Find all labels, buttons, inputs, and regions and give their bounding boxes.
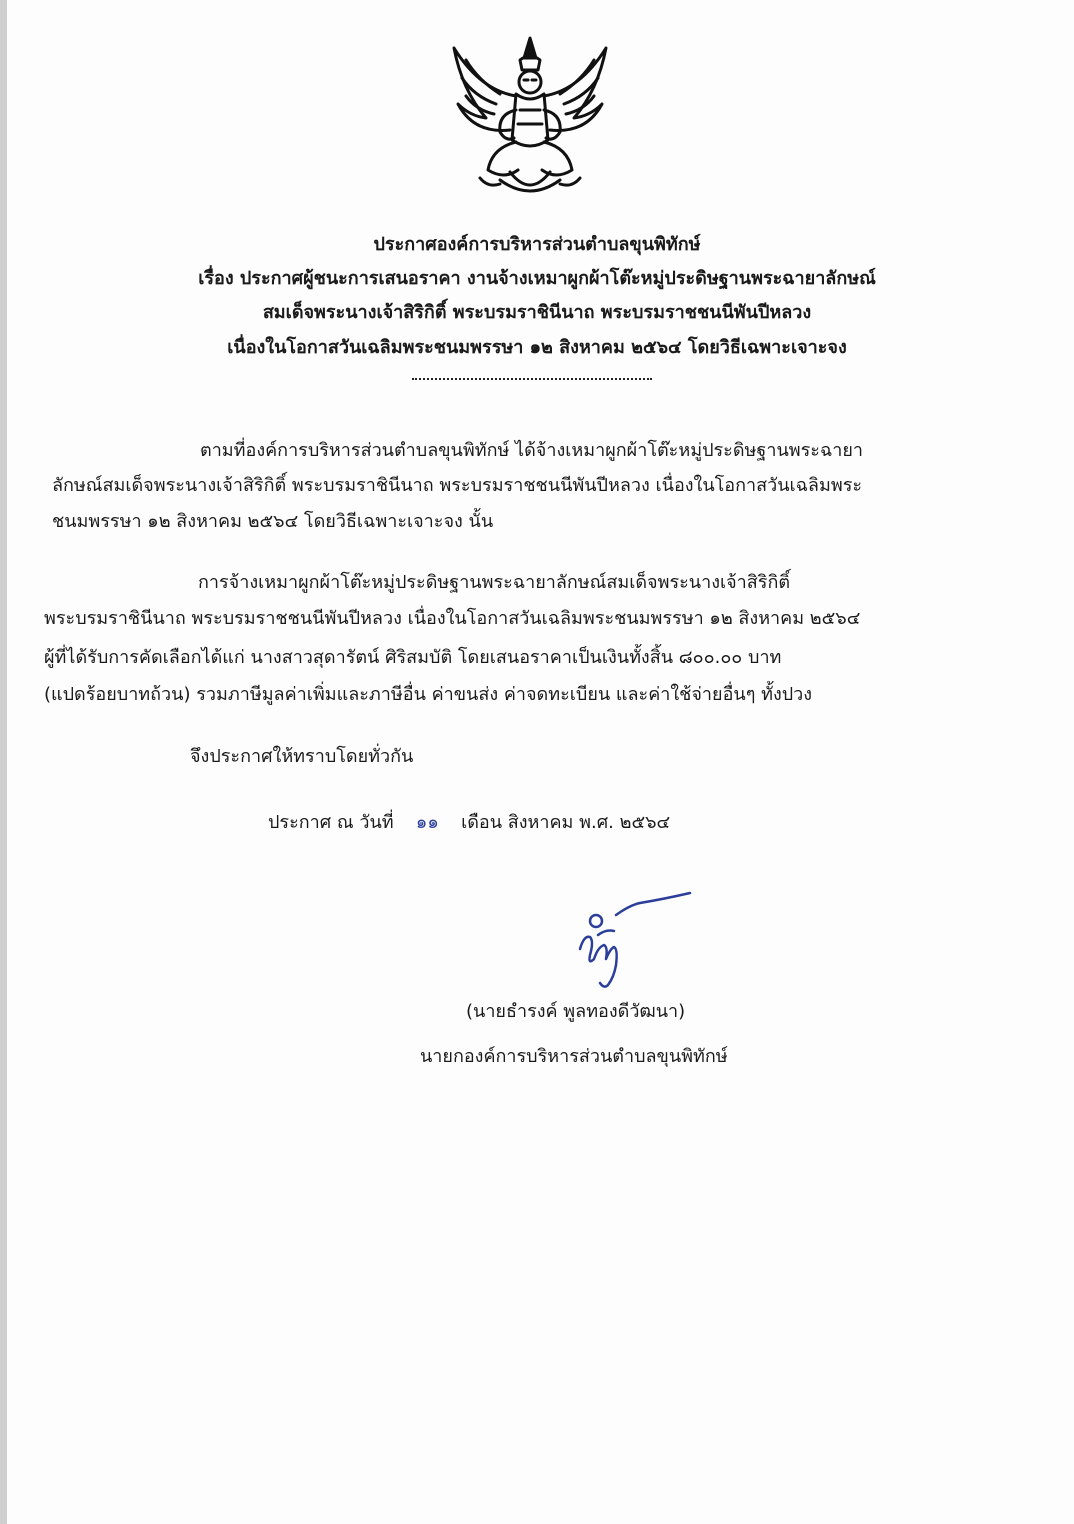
garuda-emblem-icon: [440, 30, 620, 200]
date-month-year: เดือน สิงหาคม พ.ศ. ๒๕๖๔: [461, 812, 671, 833]
signatory-position: นายกองค์การบริหารส่วนตำบลขุนพิทักษ์: [420, 1046, 728, 1067]
announcement-title: ประกาศองค์การบริหารส่วนตำบลขุนพิทักษ์: [373, 234, 701, 255]
paragraph2-line2: พระบรมราชินีนาถ พระบรมราชชนนีพันปีหลวง เนื่องในโอกาสวันเฉลิมพระชนมพรรษา ๑๒ สิงหาคม ๒๕๖๔: [44, 608, 861, 629]
signatory-name: (นายธำรงค์ พูลทองดีวัฒนา): [466, 1001, 686, 1022]
paragraph2-line3: ผู้ที่ได้รับการคัดเลือกได้แก่ นางสาวสุดารัตน์ ศิริสมบัติ โดยเสนอราคาเป็นเงินทั้งสิ้น ๘๐๐.๐๐ บาท: [44, 647, 782, 668]
paragraph1-line2: ลักษณ์สมเด็จพระนางเจ้าสิริกิติ์ พระบรมราชินีนาถ พระบรมราชชนนีพันปีหลวง เนื่องในโอกาสวันเฉลิมพระ: [52, 475, 863, 496]
paragraph1-line1: ตามที่องค์การบริหารส่วนตำบลขุนพิทักษ์ ได้จ้างเหมาผูกผ้าโต๊ะหมู่ประดิษฐานพระฉายา: [200, 440, 863, 461]
announcement-subject: เรื่อง ประกาศผู้ชนะการเสนอราคา งานจ้างเหมาผูกผ้าโต๊ะหมู่ประดิษฐานพระฉายาลักษณ์: [198, 268, 876, 289]
paragraph2-line4: (แปดร้อยบาทถ้วน) รวมภาษีมูลค่าเพิ่มและภาษีอื่น ค่าขนส่ง ค่าจดทะเบียน และค่าใช้จ่ายอื่นๆ ทั้งปวง: [44, 684, 813, 705]
closing-statement: จึงประกาศให้ทราบโดยทั่วกัน: [190, 746, 414, 767]
handwritten-signature: [560, 885, 700, 995]
date-prefix: ประกาศ ณ วันที่: [268, 812, 394, 833]
paragraph2-line1: การจ้างเหมาผูกผ้าโต๊ะหมู่ประดิษฐานพระฉายาลักษณ์สมเด็จพระนางเจ้าสิริกิติ์: [198, 572, 791, 593]
page-edge: [0, 0, 7, 1524]
announcement-subject-line2: สมเด็จพระนางเจ้าสิริกิติ์ พระบรมราชินีนาถ พระบรมราชชนนีพันปีหลวง: [262, 302, 812, 323]
announcement-date: [268, 806, 670, 840]
dotted-separator: [412, 378, 652, 380]
announcement-subject-line3: เนื่องในโอกาสวันเฉลิมพระชนมพรรษา ๑๒ สิงหาคม ๒๕๖๔ โดยวิธีเฉพาะเจาะจง: [227, 337, 847, 358]
paragraph1-line3: ชนมพรรษา ๑๒ สิงหาคม ๒๕๖๔ โดยวิธีเฉพาะเจาะจง นั้น: [52, 511, 494, 532]
date-day: ๑๑: [415, 812, 439, 833]
